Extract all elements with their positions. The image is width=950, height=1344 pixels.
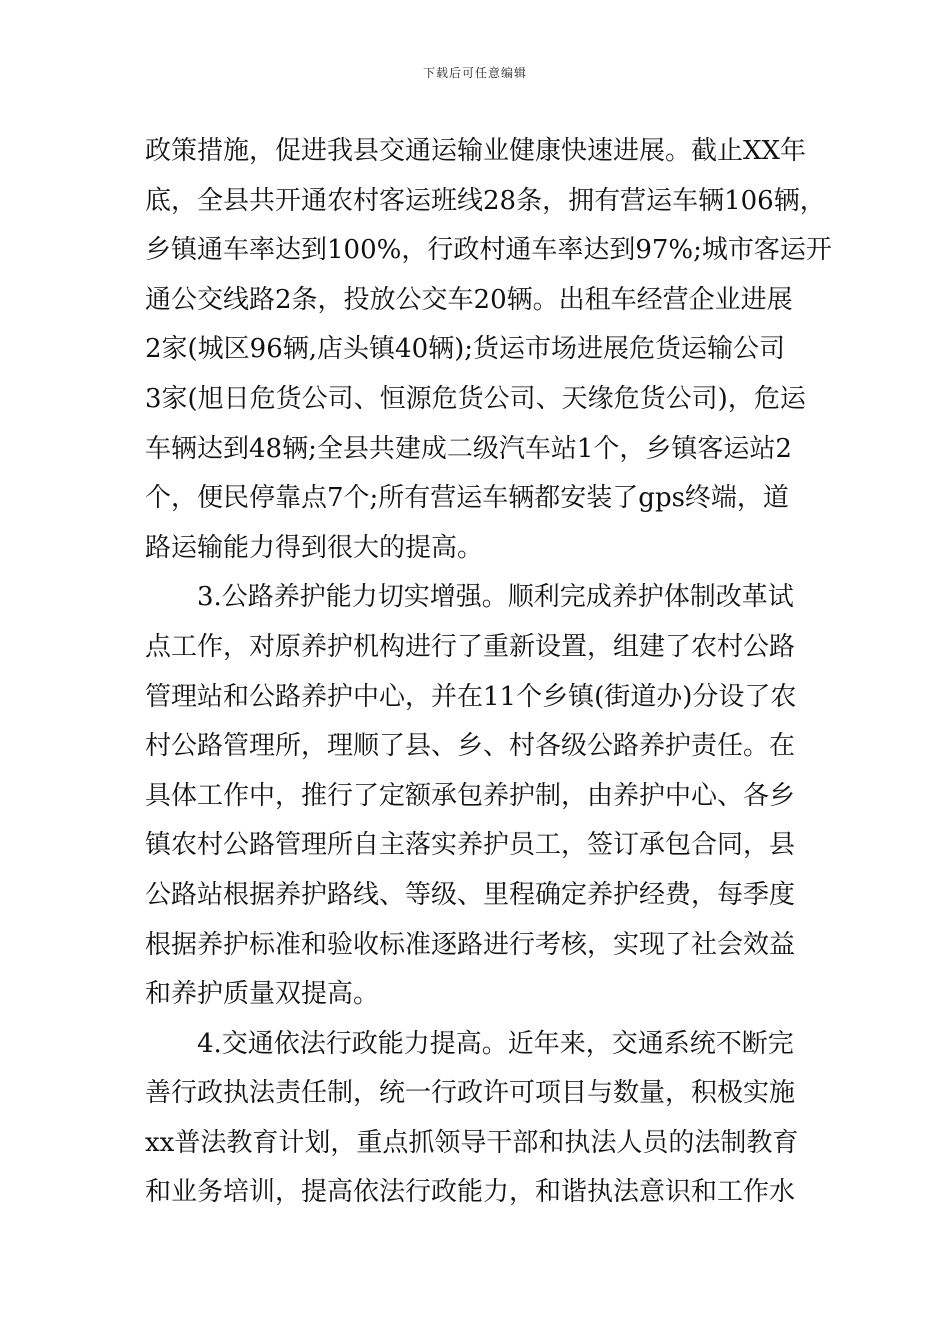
text-line: 路运输能力得到很大的提高。 — [145, 532, 484, 563]
text-line: 和业务培训，提高依法行政能力，和谐执法意识和工作水 — [145, 1177, 796, 1208]
text-line: 村公路管理所，理顺了县、乡、村各级公路养护责任。在 — [145, 731, 796, 762]
text-line: 通公交线路2条，投放公交车20辆。出租车经营企业进展 — [145, 284, 793, 315]
text-line: 底，全县共开通农村客运班线28条，拥有营运车辆106辆， — [145, 185, 826, 216]
text-line: 公路站根据养护路线、等级、里程确定养护经费，每季度 — [145, 879, 796, 910]
text-line: 车辆达到48辆;全县共建成二级汽车站1个，乡镇客运站2 — [145, 433, 792, 464]
text-line: xx普法教育计划，重点抓领导干部和执法人员的法制教育 — [145, 1127, 799, 1158]
text-line: 个，便民停靠点7个;所有营运车辆都安装了gps终端，道 — [145, 483, 789, 514]
body-text — [145, 127, 832, 1218]
text-line: 管理站和公路养护中心，并在11个乡镇(街道办)分设了农 — [145, 681, 797, 712]
text-line: 善行政执法责任制，统一行政许可项目与数量，积极实施 — [145, 1078, 796, 1109]
text-line: 根据养护标准和验收标准逐路进行考核，实现了社会效益 — [145, 929, 796, 960]
text-line: 具体工作中，推行了定额承包养护制，由养护中心、各乡 — [145, 780, 796, 811]
page-header: 下载后可任意编辑 — [422, 66, 527, 80]
text-line: 3家(旭日危货公司、恒源危货公司、天缘危货公司)，危运 — [145, 383, 806, 414]
text-line: 镇农村公路管理所自主落实养护员工，签订承包合同，县 — [145, 830, 796, 861]
text-line: 2家(城区96辆,店头镇40辆);货运市场进展危货运输公司 — [145, 334, 786, 365]
paragraph-start-line: 3.公路养护能力切实增强。顺利完成养护体制改革试 — [197, 582, 794, 613]
text-line: 乡镇通车率达到100%，行政村通车率达到97%;城市客运开 — [145, 235, 832, 266]
text-line: 和养护质量双提高。 — [145, 979, 380, 1010]
text-line: 点工作，对原养护机构进行了重新设置，组建了农村公路 — [145, 631, 796, 662]
paragraph-start-line: 4.交通依法行政能力提高。近年来，交通系统不断完 — [197, 1028, 794, 1059]
text-line: 政策措施，促进我县交通运输业健康快速进展。截止XX年 — [145, 136, 807, 166]
